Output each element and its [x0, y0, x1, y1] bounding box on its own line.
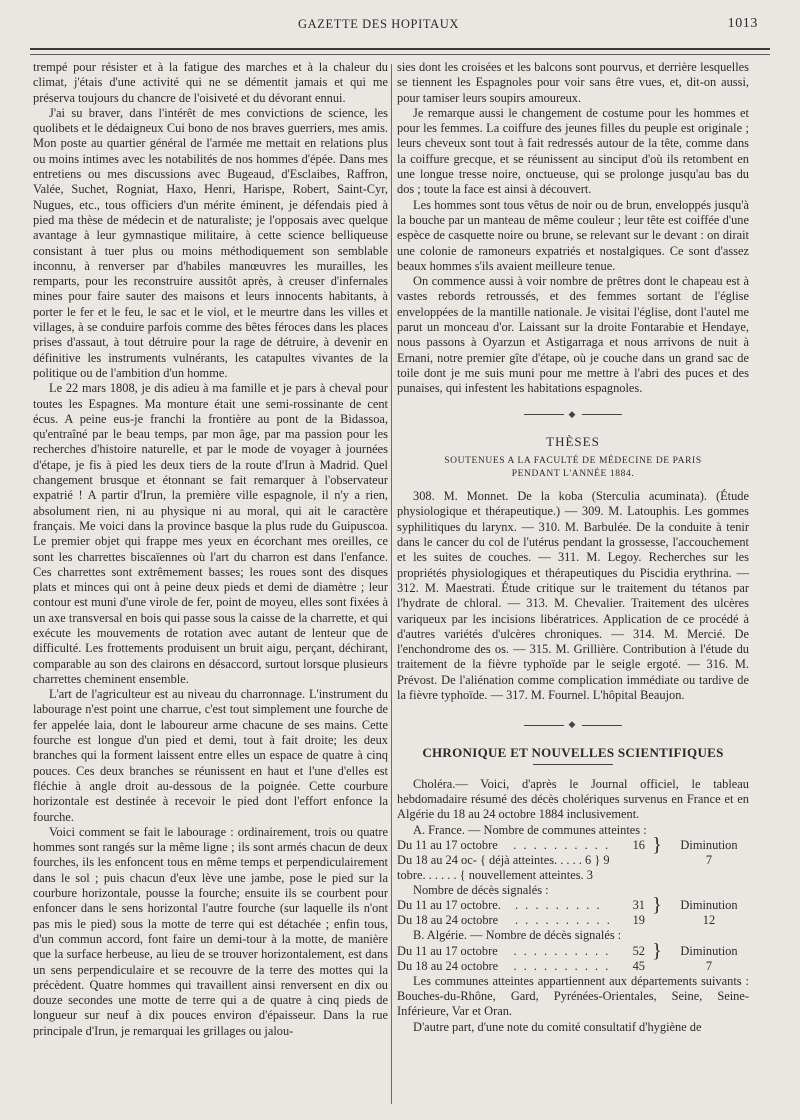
paragraph: Je remarque aussi le changement de costume pour les hommes et pour les femmes. La coiffure des jeunes filles du peuple est originale ; leurs cheveux sont tout à fait redressés autour de la tête, comme dans la coiffure grecque, et se réunissent au sinciput d'où ils retombent en une longue tresse noire, onctueuse, qui se prolonge jusqu'au bas du dos ; toute la face est ainsi à découvert.	[397, 105, 749, 197]
row-value: 45	[632, 958, 645, 973]
row-value: 16	[632, 838, 645, 853]
row-label: Du 18 au 24 octobre	[397, 958, 499, 973]
algerie-deces-table: Du 11 au 17 octobre . . . . . . . . . . 52 } Diminution 7 Du 18 au 24 octobre . . . . . . . . . . 45	[397, 939, 738, 973]
journal-title: GAZETTE DES HOPITAUX	[298, 17, 459, 31]
deces-label: Nombre de décès signalés :	[413, 883, 549, 898]
paragraph: Les communes atteintes appartiennent aux départements suivants : Bouches-du-Rhône, Gard, Pyrénées-Orientales, Seine, Seine-Inférieure, Var et Oran.	[397, 973, 749, 1019]
right-column	[397, 60, 749, 1035]
section-divider: ◆	[397, 407, 749, 422]
paragraph: sies dont les croisées et les balcons sont pourvus, et derrière lesquelles se tiennent les Espagnoles pour voir sans être vues, et, dit-on aussi, pour tamiser leurs soupirs amoureux.	[397, 60, 749, 105]
algerie-label: B. Algérie. — Nombre de décès signalés :	[413, 928, 622, 943]
section-divider: ◆	[397, 717, 749, 732]
left-column	[33, 60, 388, 1039]
page-header	[0, 9, 800, 33]
row-label: Du 11 au 17 octobre.	[397, 898, 501, 913]
paragraph: On commence aussi à voir nombre de prêtres dont le chapeau est à vastes rebords retroussés, et des femmes sortant de l'église enveloppées de la mantille nationale. Je visitai l'église, dont l'autel me parut un monceau d'or. Laissant sur la droite Fontarabie et Hendaye, nous passons à Oyarzun et Astigarraga et nous arrivons de nuit à Ernani, notre premier gîte d'étape, où je couche dans un grand sac de toile dont je me suis muni pour me mettre à l'abri des puces et des punaises, qui infestent les habitations espagnoles.	[397, 274, 749, 396]
row-sublabel: déjà atteintes.	[489, 853, 558, 868]
row-label: Du 11 au 17 octobre	[397, 943, 498, 958]
theses-title: THÈSES	[546, 433, 600, 449]
paragraph: Voici comment se fait le labourage : ordinairement, trois ou quatre hommes sont rangés sur la même ligne ; ils sont armés chacun de deux fourches, ils les enfoncent tous en même temps et perpendiculairement dans le sol ; puis chacun d'eux lève une jambe, pose le pied sur la courbure horizontale, pousse la fourche; ensuite ils se courbent pour enfoncer dans le sens horizontal l'autre fourche (sur laquelle ils n'ont pas mis le pied) sous la motte de terre qui est détachée ; enfin tous, d'un commun accord, font faire un demi-tour à la motte, de manière que la surface herbeuse, au lieu de se trouver horizontalement, est dans un sens perpendiculaire et se recouvre de la terre des mottes qui la précèdent. Quatre hommes qui travaillent ainsi renversent en dix ou douze secondes une motte de terre qui a de quatre à cinq pieds de longueur sur neuf à dix pouces environ d'épaisseur. Dans la rue principale d'Irun, je remarquai les grillages ou jalou-	[33, 824, 388, 1038]
diminution-value: 12	[702, 913, 716, 928]
row-total: 9	[603, 853, 610, 868]
paragraph: trempé pour résister et à la fatigue des marches et à la chaleur du climat, j'étais d'une activité qui ne se démentit jamais et qui me préserva toujours du chancre de l'oisiveté et du dévorant ennui.	[33, 60, 388, 105]
row-subvalue: 6	[585, 853, 592, 868]
cholera-intro: Choléra.— Voici, d'après le Journal officiel, le tableau hebdomadaire résumé des décès cholériques survenus en France et en Algérie du 18 au 24 octobre 1884 inclusivement.	[397, 776, 749, 822]
diminution-label: Diminution	[680, 838, 738, 853]
paragraph: L'art de l'agriculteur est au niveau du charronnage. L'instrument du labourage n'est point une charrue, c'est tout simplement une fourche de fer appelée laia, dont le laboureur arme chacune de ses mains. Cette fourche est longue d'un pied et demi, tout à fait droite; les deux branches qui la forment laissent entre elles un espace de quatre à cinq pouces. Ces deux branches se réunissent en haut et l'une d'elles est fléchie à angle droit au-dessous de la poignée. Cette courbure horizontale est destinée à recevoir le pied dont l'effort enfonce la fourche.	[33, 687, 388, 824]
paragraph: D'autre part, d'une note du comité consultatif d'hygiène de	[413, 1019, 702, 1034]
row-value: 31	[632, 898, 645, 913]
column-separator	[391, 64, 392, 1104]
row-value: 19	[632, 913, 645, 928]
row-label: Du 18 au 24 octobre	[397, 913, 499, 928]
paragraph: Les hommes sont tous vêtus de noir ou de brun, enveloppés jusqu'à la bouche par un manteau de même couleur ; leur tête est coiffée d'une espèce de casquette noire ou brune, se relevant sur le devant : on dirait une colonie de ramoneurs expatriés et nostalgiques. Ce sont d'assez beaux hommes s'ils avaient meilleure tenue.	[397, 197, 749, 273]
row-sublabel: nouvellement atteintes.	[468, 868, 584, 883]
diminution-label: Diminution	[680, 943, 738, 958]
row-label: Du 11 au 17 octobre	[397, 838, 498, 853]
paragraph: Le 22 mars 1808, je dis adieu à ma famille et je pars à cheval pour toutes les Espagnes. Ma monture était une semi-rossinante de cent écus. A peine eus-je franchi la frontière au pont de la Bidassoa, qu'entraîné par le beau temps, par mon âge, par ma passion pour les recherches d'histoire naturelle, et par le mode de voyager à journées d'étape, je fis à pied les deux tiers de la route d'Irun à Madrid. Quel changement brusque et étonnant se fait remarquer à l'observateur expatrié ! A partir d'Irun, la première ville espagnole, il n'y a rien, absolument rien, ni au physique ni au moral, qui ait le caractère français. Me voici dans la province basque la plus rude du Guipuscoa. Le premier objet qui frappe mes yeux en écorchant mes oreilles, ce sont les charrettes biscaïennes où l'art du charron est dans l'enfance. Ces charrettes sont extrêmement basses; les roues sont des disques plats et minces qui ont à peine deux pieds et demi de diamètre ; leur contour est muni d'une virole de fer, point de moyeu, elles sont fixées à un axe transversal en bois qui passe sous la caisse de la charrette, et qui exécute les mouvements de rotation avec autant de lenteur que de difficulté. Les frottements produisent un bruit aigu, perçant, déchirant, comparable au son des clairons en désaccord, surtout lorsque plusieurs charrettes cheminent ensemble.	[33, 381, 388, 686]
theses-list: 308. M. Monnet. De la koba (Sterculia acuminata). (Étude physiologique et thérapeutique.) — 309. M. Latouphis. Les gommes syphilitiques du larynx. — 310. M. Barbulée. De la conduite à tenir dans le cancer du col de l'utérus pendant la grossesse, l'accouchement et les suites de couches. — 311. M. Legoy. Recherches sur les propriétés physiologiques et thérapeutiques du Piscidia erythrina. — 312. M. Maestrati. Étude critique sur le traitement du tétanos par l'hydrate de chloral. — 313. M. Chevalier. Traitement des ulcères variqueux par les incisions libératrices. Application de ce procédé à d'autres variétés d'ulcères chroniques. — 314. M. Mercié. De l'enchondrome des os. — 315. M. Grillière. Contribution à l'étude du traitement de la fièvre typhoïde par le seigle ergoté. — 316. M. Prévost. De l'aliénation comme complication immédiate ou tardive de la fièvre typhoïde. — 317. M. Fournel. L'hôpital Beaujon.	[397, 489, 749, 702]
diminution-value: 7	[705, 853, 713, 868]
paragraph: J'ai su braver, dans l'intérêt de mes convictions de science, les quolibets et le dédaigneux Cui bono de nos braves guerriers, mes amis. Mon poste au quartier général de l'armée me mettait en relations plus ou moins intimes avec les notabilités de nos hommes d'épée. Dans mes entretiens ou mes discussions avec Bugeaud, d'Esclaibes, Raffron, Valée, Suchet, Rogniat, Haxo, Henri, Harispe, Robert, Saint-Cyr, Nugues, etc., tous officiers d'un mérite éminent, je défendais pied à pied ma thèse de médecin et de naturaliste; je l'opposais avec quelque avantage à leur gymnastique militaire, à cette science belliqueuse consistant à tuer plus ou moins méthodiquement son semblable inconnu, à renverser par d'habiles manœuvres les murailles, les remparts, pour les reconstruire aussitôt après, à creuser d'infernales mines pour faire sauter des maisons et leurs innocents habitants, à porter le fer et le feu, le sac et le viol, et le meurtre dans les villes et villages, à se conduire parfois comme des bêtes féroces dans les places prises d'assaut, à tout détruire pour la rage de détruire, à devenir en définitive les instruments vulnérants, les catapultes vivantes de la politique ou de l'ambition d'un homme.	[33, 105, 388, 380]
header-rule	[30, 48, 770, 50]
diminution-value: 7	[705, 958, 713, 973]
theses-subtitle-year: PENDANT L'ANNÉE 1884.	[511, 469, 635, 480]
row-value: 52	[632, 943, 645, 958]
france-deces-table: Du 11 au 17 octobre. . . . . . . . . . 31 } Diminution 12 Du 18 au 24 octobre . . . . . . . . . . 19	[397, 894, 738, 928]
theses-subtitle: SOUTENUES A LA FACULTÉ DE MÉDECINE DE PARIS	[444, 456, 702, 467]
page-number: 1013	[727, 16, 758, 31]
france-communes-table: Du 11 au 17 octobre . . . . . . . . . . 16 } Diminution 7 Du 18 au 24 oc- { déjà atteintes. . . . . 6 } 9 tobre. . . . . . { nouvellement atteintes. 3	[397, 834, 738, 883]
row-label-cont: tobre.	[397, 868, 426, 883]
header-rule-thin	[30, 54, 770, 55]
chronique-rule	[533, 764, 613, 765]
diminution-label: Diminution	[680, 898, 738, 913]
chronique-title: CHRONIQUE ET NOUVELLES SCIENTIFIQUES	[422, 744, 724, 760]
row-subvalue: 3	[586, 868, 593, 883]
row-label: Du 18 au 24 oc-	[397, 853, 477, 868]
france-label: A. France. — Nombre de communes atteintes :	[413, 822, 647, 837]
